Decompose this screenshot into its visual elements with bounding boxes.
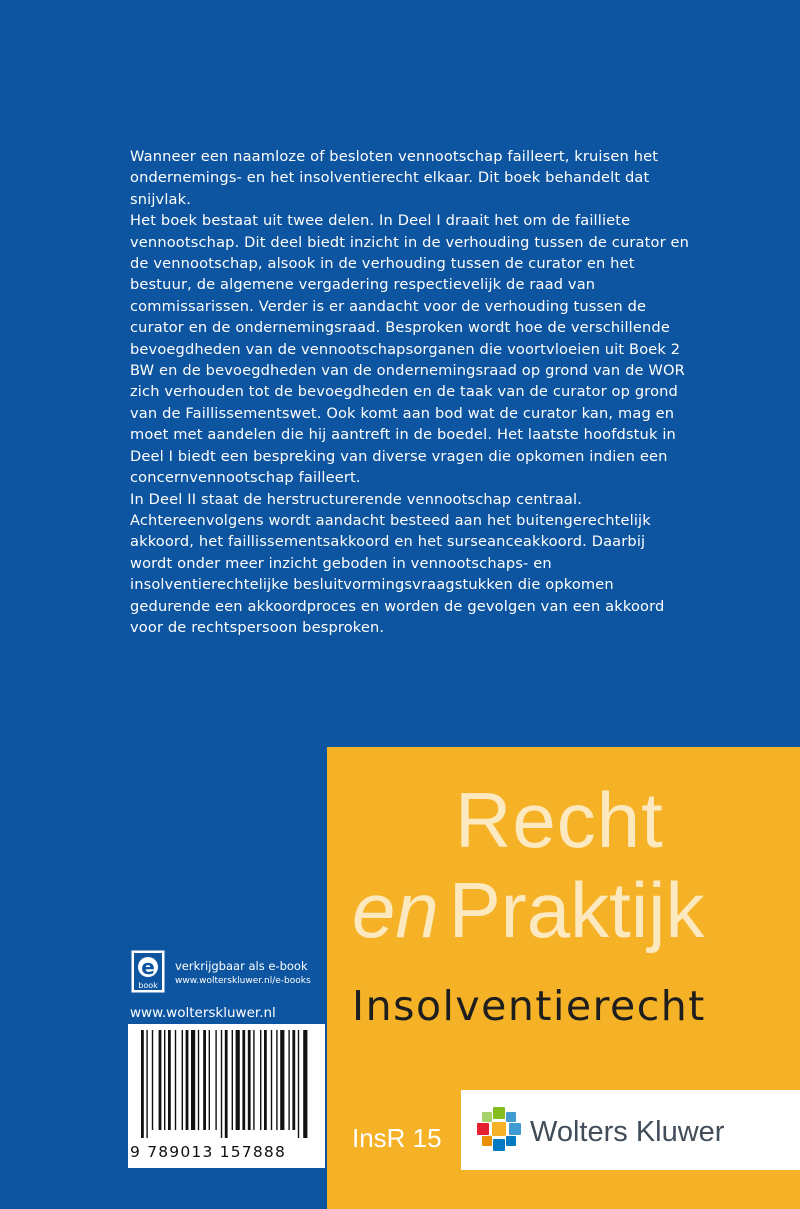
barcode-bar <box>242 1030 245 1130</box>
e-book-icon <box>130 949 166 994</box>
barcode-bar <box>260 1030 261 1130</box>
e-book-icon-label: book <box>138 981 158 990</box>
barcode-bar <box>298 1030 299 1138</box>
barcode-bar <box>164 1030 165 1130</box>
blurb-paragraph-2: Het boek bestaat uit twee delen. In Deel I draait het om de failliete vennootschap. Dit deel biedt inzicht in de verhouding tussen de curator en de vennootschap, alsook in de verhouding tussen de curator en het bestuur, de algemene vergadering respectievelijk de raad van commissarissen. Verder is er aandacht voor de verhouding tussen de curator en de ondernemingsraad. Besproken wordt hoe de verschillende bevoegdheden van de vennootschapsorganen die voortvloeien uit Boek 2 BW en de bevoegdheden van de ondernemingsraad op grond van de WOR zich verhouden tot de bevoegdheden en de taak van de curator op grond van de Faillissementswet. Ook komt aan bod wat de curator kan, mag en moet met aandelen die hij aantreft in de boedel. Het laatste hoofdstuk in Deel I biedt een bespreking van diverse vragen die opkomen indien een concernvennootschap failleert. <box>130 212 690 487</box>
barcode-bar <box>253 1030 254 1130</box>
barcode-bar <box>271 1030 272 1130</box>
book-subject: Insolventierecht <box>352 982 706 1030</box>
barcode-bar <box>182 1030 183 1130</box>
barcode-bar <box>303 1030 307 1138</box>
barcode-bar <box>215 1030 216 1130</box>
series-title-praktijk: Praktijk <box>448 866 705 954</box>
barcode-bar <box>141 1030 144 1138</box>
series-code: InsR 15 <box>352 1123 442 1153</box>
barcode-bar <box>292 1030 295 1130</box>
series-title-recht: Recht <box>455 776 664 864</box>
e-book-icon-letter: e <box>141 955 155 979</box>
series-title-en: en <box>352 866 439 954</box>
wolters-kluwer-logo-icon <box>476 1106 522 1152</box>
isbn-digits: 9 789013 157888 <box>130 1143 287 1161</box>
barcode-bar <box>146 1030 147 1138</box>
barcode-bar <box>221 1030 222 1138</box>
ebook-url[interactable]: www.wolterskluwer.nl/e-books <box>175 976 311 986</box>
blurb-paragraph-3: In Deel II staat de herstructurerende vennootschap centraal. Achtereenvolgens wordt aandacht besteed aan het buitengerechtelijk akkoord, het faillissementsakkoord en het surseanceakkoord. Daarbij wordt onder meer inzicht geboden in vennootschaps- en insolventierechtelijke besluitvormingsvraagstukken die opkomen gedurende een akkoordproces en worden de gevolgen van een akkoord voor de rechtspersoon besproken. <box>130 490 665 636</box>
barcode-bar <box>168 1030 171 1130</box>
barcode-bar <box>276 1030 277 1130</box>
barcode-bar <box>232 1030 233 1130</box>
barcode-bar <box>203 1030 206 1130</box>
publisher-website[interactable]: www.wolterskluwer.nl <box>130 1005 276 1021</box>
barcode-bar <box>248 1030 251 1130</box>
barcode-bar <box>175 1030 176 1130</box>
publisher-name: Wolters Kluwer <box>530 1116 725 1148</box>
barcode-bar <box>159 1030 162 1130</box>
barcode-bar <box>209 1030 210 1130</box>
barcode-bar <box>186 1030 189 1130</box>
barcode-bar <box>152 1030 153 1130</box>
barcode-bar <box>236 1030 240 1130</box>
series-title-en-praktijk <box>352 865 704 955</box>
barcode-bar <box>280 1030 284 1130</box>
barcode-bar <box>288 1030 289 1130</box>
barcode-bar <box>198 1030 199 1130</box>
ebook-availability: verkrijgbaar als e-book <box>175 959 308 973</box>
barcode-bar <box>191 1030 195 1130</box>
blurb-paragraph-1: Wanneer een naamloze of besloten vennootschap failleert, kruisen het ondernemings- en het insolventierecht elkaar. Dit boek behandelt dat snijvlak. <box>130 148 659 208</box>
barcode-bar <box>264 1030 267 1130</box>
isbn-barcode <box>141 1030 321 1138</box>
back-cover-blurb <box>130 146 690 638</box>
barcode-bar <box>225 1030 228 1138</box>
